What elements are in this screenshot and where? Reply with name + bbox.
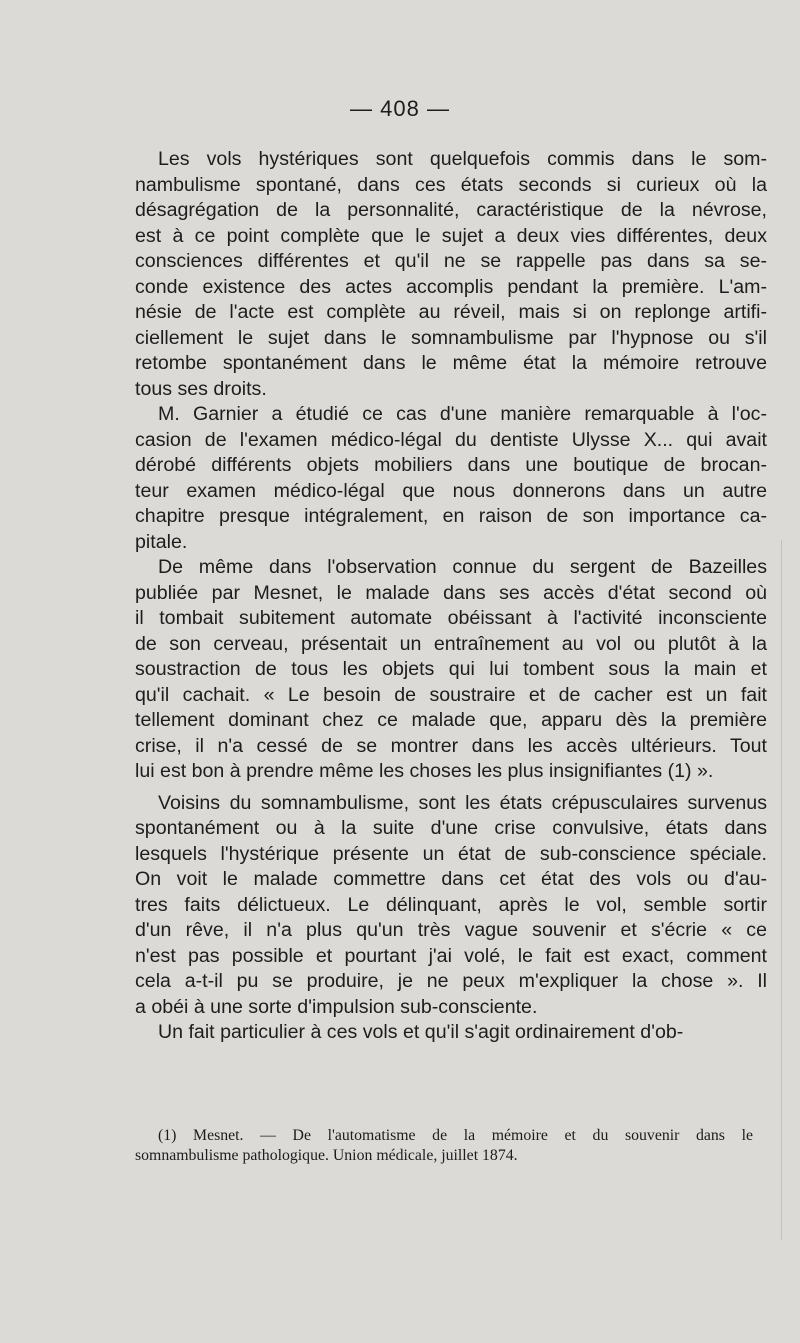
- paragraph-5: [135, 1020, 767, 1046]
- text-line: lui est bon à prendre même les choses les plus insignifiantes (1) ».: [135, 760, 714, 782]
- paragraph-4: [135, 791, 767, 1021]
- text-line: est à ce point complète que le sujet a deux vies différentes, deux: [135, 224, 767, 247]
- text-line: ciellement le sujet dans le somnambulisme par l'hypnose ou s'il: [135, 326, 767, 349]
- text-line: Voisins du somnambulisme, sont les états crépusculaires survenus: [158, 791, 767, 814]
- text-line: De même dans l'observation connue du sergent de Bazeilles: [158, 556, 767, 578]
- text-line: crise, il n'a cessé de se montrer dans les accès ultérieurs. Tout: [135, 734, 767, 757]
- text-line: teur examen médico-légal que nous donnerons dans un autre: [135, 479, 767, 502]
- text-line: On voit le malade commettre dans cet état des vols ou d'au-: [135, 868, 767, 890]
- text-line: Les vols hystériques sont quelquefois commis dans le som-: [158, 148, 767, 170]
- paragraph-2: [135, 402, 767, 555]
- footnote-line: somnambulisme pathologique. Union médicale, juillet 1874.: [135, 1147, 518, 1164]
- paragraph-1: [135, 147, 767, 402]
- text-line: n'est pas possible et pourtant j'ai volé, le fait est exact, comment: [135, 944, 767, 967]
- text-line: a obéi à une sorte d'impulsion sub-consciente.: [135, 995, 538, 1018]
- text-line: de son cerveau, présentait un entraînement au vol ou plutôt à la: [135, 632, 767, 655]
- text-line: nambulisme spontané, dans ces états seconds si curieux où la: [135, 173, 767, 196]
- text-line: consciences différentes et qu'il ne se rappelle pas dans sa se-: [135, 250, 767, 272]
- text-line: Un fait particulier à ces vols et qu'il s'agit ordinairement d'ob-: [158, 1021, 684, 1043]
- text-line: cela a-t-il pu se produire, je ne peux m'expliquer la chose ». Il: [135, 970, 767, 992]
- text-line: dérobé différents objets mobiliers dans une boutique de brocan-: [135, 454, 767, 476]
- body-text: [135, 147, 767, 1046]
- text-line: spontanément ou à la suite d'une crise convulsive, états dans: [135, 817, 767, 839]
- text-line: tous ses droits.: [135, 377, 267, 400]
- text-line: tellement dominant chez ce malade que, apparu dès la première: [135, 709, 767, 731]
- text-line: M. Garnier a étudié ce cas d'une manière remarquable à l'oc-: [158, 403, 767, 425]
- text-line: soustraction de tous les objets qui lui tombent sous la main et: [135, 658, 767, 680]
- page-number: — 408 —: [350, 96, 450, 121]
- text-line: pitale.: [135, 530, 188, 553]
- text-line: retombe spontanément dans le même état la mémoire retrouve: [135, 352, 767, 374]
- footnote-line: (1) Mesnet. — De l'automatisme de la mémoire et du souvenir dans le: [158, 1127, 753, 1144]
- footnote: [135, 1126, 753, 1166]
- page-edge-shadow: [721, 540, 782, 1240]
- text-line: publiée par Mesnet, le malade dans ses accès d'état second où: [135, 581, 767, 604]
- text-line: tres faits délictueux. Le délinquant, après le vol, semble sortir: [135, 893, 767, 916]
- text-line: d'un rêve, il n'a plus qu'un très vague souvenir et s'écrie « ce: [135, 919, 767, 941]
- text-line: nésie de l'acte est complète au réveil, mais si on replonge artifi-: [135, 301, 767, 323]
- text-line: conde existence des actes accomplis pendant la première. L'am-: [135, 275, 767, 298]
- text-line: désagrégation de la personnalité, caractéristique de la névrose,: [135, 199, 767, 221]
- text-line: il tombait subitement automate obéissant à l'activité inconsciente: [135, 607, 767, 629]
- text-line: qu'il cachait. « Le besoin de soustraire et de cacher est un fait: [135, 683, 767, 706]
- paragraph-3: [135, 555, 767, 785]
- text-line: lesquels l'hystérique présente un état de sub-conscience spéciale.: [135, 842, 767, 865]
- text-line: chapitre presque intégralement, en raison de son importance ca-: [135, 505, 767, 527]
- text-line: casion de l'examen médico-légal du dentiste Ulysse X... qui avait: [135, 428, 767, 451]
